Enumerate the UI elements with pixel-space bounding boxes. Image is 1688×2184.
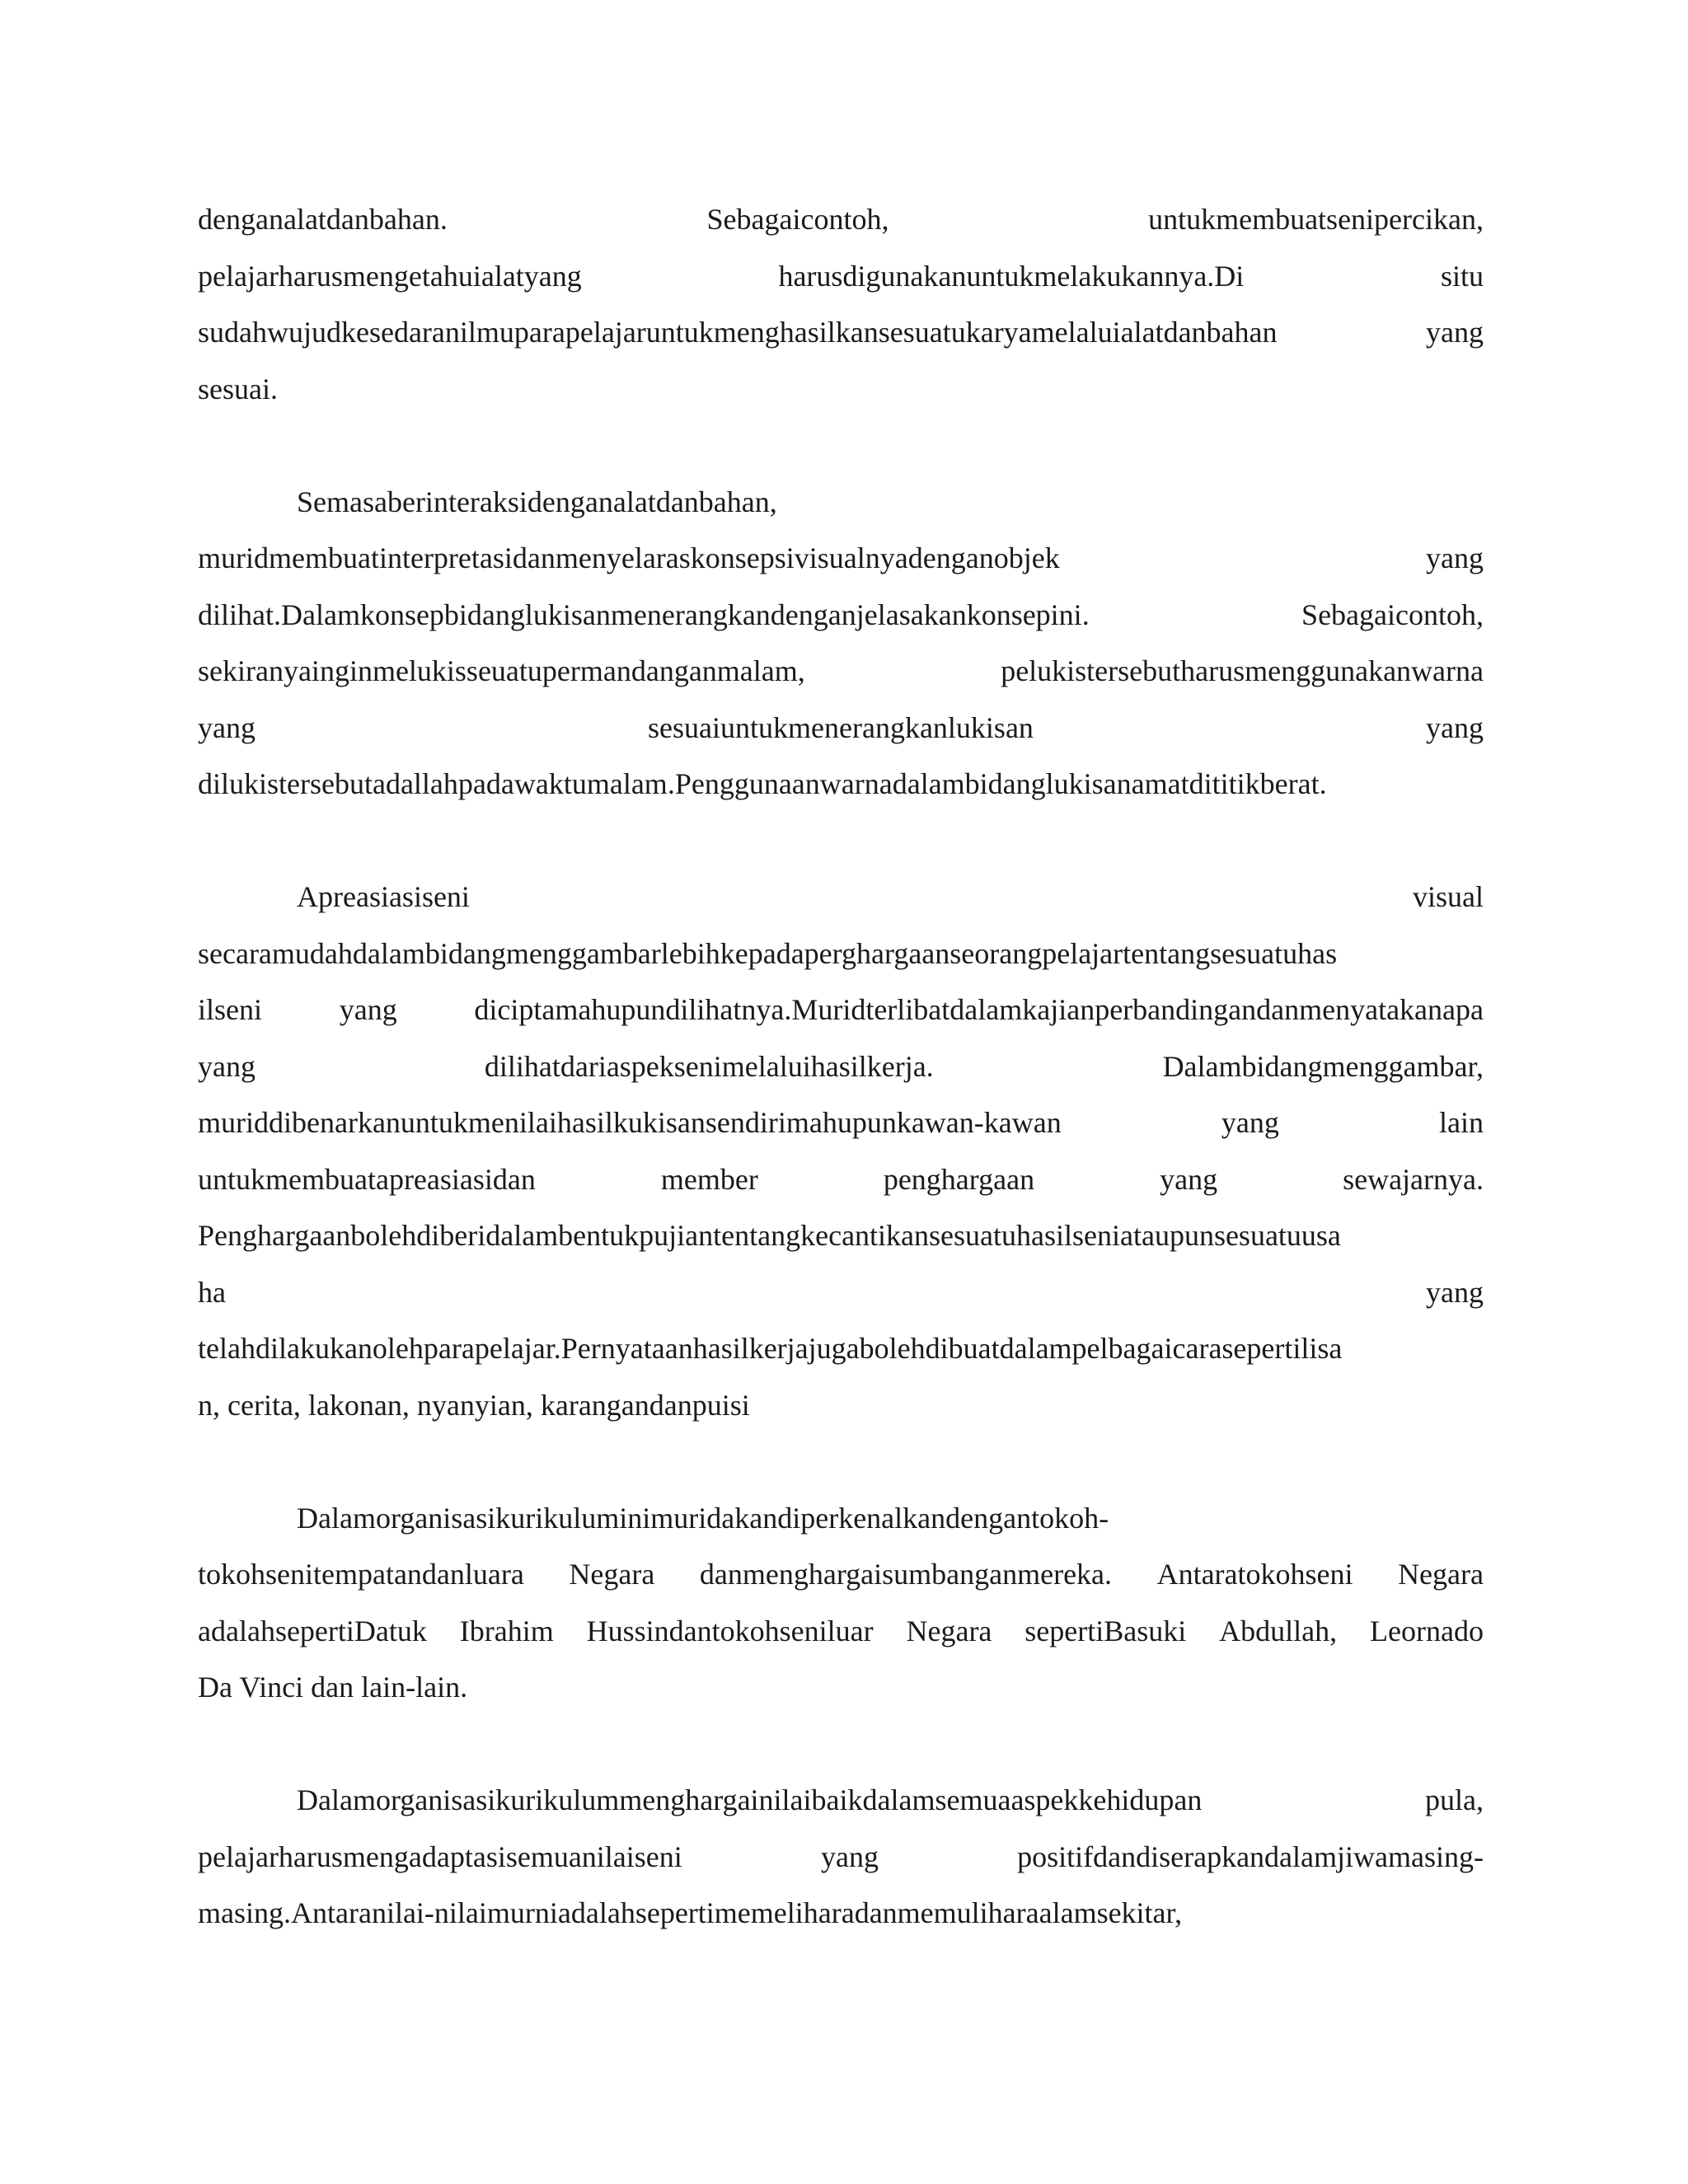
text-segment: yang (198, 710, 256, 744)
text-segment: muriddibenarkanuntukmenilaihasilkukisansendirimahupunkawan-kawan (198, 1106, 1062, 1139)
text-segment: Ibrahim (459, 1614, 554, 1647)
text-segment: Dalamorganisasikurikuluminimuridakandiperkenalkandengantokoh- (297, 1501, 1109, 1535)
text-segment: sudahwujudkesedaranilmuparapelajaruntukmenghasilkansesuatukaryamelaluialatdanbahan (198, 316, 1278, 349)
text-segment: member (660, 1162, 758, 1196)
text-line (198, 1377, 1484, 1434)
text-segment: pelajarharusmengetahuialatyang (198, 259, 582, 293)
text-segment: sekiranyainginmelukisseuatupermandanganmalam, (198, 654, 805, 687)
text-segment: yang (1426, 541, 1484, 574)
paragraph (198, 474, 1484, 813)
paragraph (198, 869, 1484, 1433)
text-line (198, 643, 1484, 700)
text-line (198, 361, 1484, 418)
text-line (198, 474, 1484, 531)
text-segment: yang (1426, 316, 1484, 349)
text-line (198, 587, 1484, 644)
text-segment: yang (339, 993, 397, 1026)
text-segment: pula, (1425, 1783, 1484, 1816)
text-line (198, 982, 1484, 1038)
text-line (198, 304, 1484, 361)
text-segment: ilseni (198, 993, 262, 1026)
text-segment: Negara (906, 1614, 992, 1647)
text-segment: secaramudahdalambidangmenggambarlebihkepadaperghargaanseorangpelajartentangsesuatuhas (198, 936, 1338, 970)
text-line (198, 1094, 1484, 1151)
text-segment: diciptamahupundilihatnya.Muridterlibatdalamkajianperbandingandanmenyatakanapa (474, 993, 1484, 1026)
text-line (198, 248, 1484, 305)
text-line (198, 1829, 1484, 1886)
text-segment: pelajarharusmengadaptasisemuanilaiseni (198, 1840, 682, 1873)
text-line (198, 756, 1484, 813)
text-segment: dilihat.Dalamkonsepbidanglukisanmenerangkandenganjelasakankonsepini. (198, 598, 1090, 631)
text-segment: Negara (569, 1558, 655, 1591)
text-segment: Da Vinci dan lain-lain. (198, 1671, 468, 1704)
text-segment: Penghargaanbolehdiberidalambentukpujiantentangkecantikansesuatuhasilseniataupunsesuatuusa (198, 1219, 1341, 1252)
text-segment: Dalamorganisasikurikulummenghargainilaibaikdalamsemuaaspekkehidupan (297, 1783, 1203, 1816)
text-segment: masing.Antaranilai-nilaimurniadalahsepertimemeliharadanmemuliharaalamsekitar, (198, 1896, 1183, 1929)
text-line (198, 869, 1484, 926)
document-body (198, 191, 1484, 1942)
text-segment: Abdullah, (1219, 1614, 1338, 1647)
text-segment: ha (198, 1275, 226, 1309)
text-segment: telahdilakukanolehparapelajar.Pernyataanhasilkerjajugabolehdibuatdalampelbagaicarasepertilisa (198, 1332, 1343, 1365)
text-segment: n, cerita, lakonan, nyanyian, karangandanpuisi (198, 1388, 750, 1422)
text-line (198, 1490, 1484, 1547)
text-segment: yang (1221, 1106, 1279, 1139)
text-line (198, 1320, 1484, 1377)
text-segment: muridmembuatinterpretasidanmenyelaraskonsepsivisualnyadenganobjek (198, 541, 1060, 574)
text-line (198, 1151, 1484, 1208)
text-segment: Negara (1398, 1558, 1484, 1591)
text-segment: Semasaberinteraksidenganalatdanbahan, (297, 485, 777, 518)
text-segment: positifdandiserapkandalamjiwamasing- (1017, 1840, 1484, 1873)
text-line (198, 1885, 1484, 1942)
text-segment: lain (1439, 1106, 1484, 1139)
text-line (198, 191, 1484, 248)
text-segment: yang (1160, 1162, 1218, 1196)
text-segment: sepertiBasuki (1025, 1614, 1187, 1647)
text-segment: adalahsepertiDatuk (198, 1614, 427, 1647)
text-segment: yang (1426, 710, 1484, 744)
text-line (198, 1038, 1484, 1095)
text-segment: Leornado (1370, 1614, 1484, 1647)
text-line (198, 1546, 1484, 1603)
text-segment: sesuaiuntukmenerangkanlukisan (648, 710, 1034, 744)
paragraph (198, 1772, 1484, 1942)
text-segment: sesuai. (198, 372, 278, 405)
text-segment: Antaratokohseni (1156, 1558, 1353, 1591)
text-segment: yang (1426, 1275, 1484, 1309)
text-segment: situ (1440, 259, 1484, 293)
text-line (198, 1264, 1484, 1321)
text-segment: tokohsenitempatandanluara (198, 1558, 524, 1591)
text-line (198, 1659, 1484, 1716)
text-segment: Apreasiasiseni (297, 880, 470, 913)
text-line (198, 1772, 1484, 1829)
text-segment: dilukistersebutadallahpadawaktumalam.Penggunaanwarnadalambidanglukisanamatdititikberat. (198, 767, 1327, 800)
text-segment: Sebagaicontoh, (706, 203, 889, 236)
text-segment: harusdigunakanuntukmelakukannya.Di (778, 259, 1245, 293)
text-segment: sewajarnya. (1343, 1162, 1484, 1196)
text-segment: pelukistersebutharusmenggunakanwarna (1001, 654, 1484, 687)
paragraph (198, 1490, 1484, 1716)
text-line (198, 530, 1484, 587)
text-segment: yang (820, 1840, 879, 1873)
text-line (198, 1603, 1484, 1660)
text-segment: visual (1413, 880, 1484, 913)
text-segment: Dalambidangmenggambar, (1162, 1049, 1484, 1083)
text-line (198, 700, 1484, 757)
text-segment: denganalatdanbahan. (198, 203, 448, 236)
text-segment: yang (198, 1049, 256, 1083)
text-segment: Sebagaicontoh, (1301, 598, 1484, 631)
text-segment: dilihatdariaspeksenimelaluihasilkerja. (484, 1049, 934, 1083)
text-segment: untukmembuatsenipercikan, (1148, 203, 1484, 236)
paragraph (198, 191, 1484, 417)
text-segment: untukmembuatapreasiasidan (198, 1162, 536, 1196)
text-line (198, 926, 1484, 982)
text-segment: danmenghargaisumbanganmereka. (699, 1558, 1113, 1591)
text-segment: penghargaan (883, 1162, 1035, 1196)
text-segment: Hussindantokohseniluar (586, 1614, 874, 1647)
text-line (198, 1207, 1484, 1264)
